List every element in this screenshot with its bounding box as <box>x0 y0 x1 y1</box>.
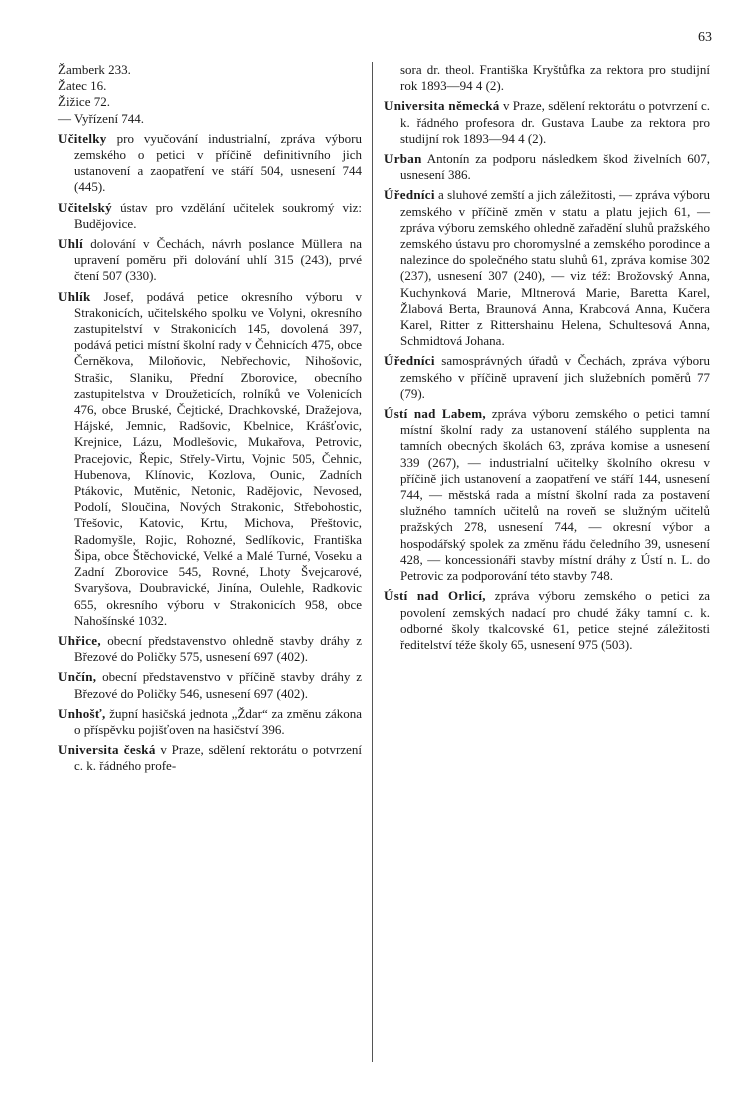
index-entry <box>58 633 362 665</box>
index-line: Žatec 16. <box>58 78 107 94</box>
entry-text: ústav pro vzdělání učitelek soukromý viz: Budějovice. <box>74 199 362 231</box>
entry-text: obecní představenstvo ohledně stavby dráhy z Březové do Poličky 575, usnesení 697 (402). <box>74 632 362 665</box>
index-entry <box>58 742 362 774</box>
index-entry <box>384 353 710 402</box>
entry-head: Unčín, <box>58 669 97 685</box>
index-entry <box>58 706 362 738</box>
entry-head: Uhlí <box>58 236 84 252</box>
entry-head: Učitelky <box>58 130 107 146</box>
index-entry <box>58 200 362 232</box>
entry-head: Urban <box>384 151 422 167</box>
index-line: — Vyřízení 744. <box>58 110 145 126</box>
entry-text: Antonín za podporu následkem škod živelních 607, usnesení 386. <box>400 151 710 183</box>
index-entry <box>384 187 710 349</box>
index-entry <box>58 131 362 196</box>
entry-text: a sluhové zemští a jich záležitosti, — zpráva výboru zemského v příčině změn v statu a platu jejich 61, — zpráva výboru zemského ohledně zařadění sluhů pražského zemského ústavu pro choromyslné a zemského porodince a nalezince do společného statu sluhů 61, zpráva komise 302 (237), usnesení 307 (240), — viz též: Brožovský Anna, Kuchynková Marie, Mltnerová Marie, Baretta Karel, Žlabová Berta, Braunová Anna, Krabcová Anna, Kučera Karel, Ritter z Rittershainu Helena, Schultesová Anna, Schmidtová Johana. <box>400 187 710 349</box>
entry-head: Úředníci <box>384 353 435 369</box>
entry-head: Uhřice, <box>58 632 101 648</box>
entry-text: zpráva výboru zemského o petici tamní místní školní rady za ustanovení stálého supplenta na tamních obecných školách 63, zpráva komise a usnesení 339 (267), — industrialní učitelky školního okresu v příčině jich ustanovení a zaopatření ve stáří 144, usnesení 744, — městská rada a místní školní rada za postavení služného tamních učitelů na roveň se služným učitelů pražských 278, usnesení 744, — okresní výbor a hospodářský spolek za změnu řádu čeledního 39, usnesení 428, — koncessionáři stavby místní dráhy z Ústí n. L. do Petrovic za podporování této stavby 748. <box>400 406 710 584</box>
index-entry <box>384 406 710 584</box>
entry-head: Universita česká <box>58 742 156 758</box>
column-divider <box>372 62 373 1062</box>
entry-text: v Praze, sdělení rektorátu o potvrzení c. k. řádného profe- <box>74 742 362 774</box>
entry-continuation: sora dr. theol. Františka Kryštůfka za rektora pro studijní rok 1893—94 4 (2). <box>400 62 710 94</box>
index-entry <box>384 98 710 147</box>
entry-head: Učitelský <box>58 199 112 215</box>
index-entry <box>384 151 710 183</box>
index-entry <box>58 236 362 285</box>
entry-head: Ústí nad Orlicí, <box>384 588 486 604</box>
entry-head: Unhošť, <box>58 705 106 721</box>
index-entry <box>58 289 362 629</box>
index-entry <box>58 669 362 701</box>
right-column <box>384 62 710 657</box>
entry-text: župní hasičská jednota „Ždar“ za změnu zákona o příspěvku pojišťoven na hasičství 396. <box>74 705 362 737</box>
left-column <box>58 62 362 779</box>
entry-text: dolování v Čechách, návrh poslance Müllera na upravení poměru při dolování uhlí 315 (243), prvé čtení 507 (330). <box>74 236 362 284</box>
entry-text: zpráva výboru zemského o petici za povolení zemských nadací pro chudé žáky tamní c. k. odborné školy tkalcovské 61, petice stejné záležitosti ředitelství téže školy 65, usnesení 975 (503). <box>400 588 710 652</box>
index-line: Žižice 72. <box>58 94 110 110</box>
entry-head: Universita německá <box>384 98 500 114</box>
entry-text: samosprávných úřadů v Čechách, zpráva výboru zemského v příčině upravení jich služebních poměrů 77 (79). <box>400 353 710 401</box>
page-number: 63 <box>698 30 712 45</box>
index-entry <box>384 588 710 653</box>
entry-text: v Praze, sdělení rektorátu o potvrzení c. k. řádného profesora dr. Gustava Laube za rektora pro studijní rok 1893—94 4 (2). <box>400 98 710 146</box>
entry-head: Ústí nad Labem, <box>384 406 486 422</box>
entry-head: Uhlík <box>58 288 91 304</box>
entry-head: Úředníci <box>384 187 435 203</box>
entry-text: pro vyučování industrialní, zpráva výboru zemského o petici v příčině definitivního jich ustanovení a zaopatření ve stáří 504, usnesení 744 (445). <box>74 130 362 195</box>
entry-text: obecní představenstvo v příčině stavby dráhy z Březové do Poličky 546, usnesení 697 (402). <box>74 669 362 701</box>
entry-text: Josef, podává petice okresního výboru v Strakonicích, učitelského spolku ve Volyni, okresního zastupitelství v Strakonicích 145, dovolená 397, podává petici místní školní rady v Čehnicích 475, obce Černěkova, Miloňovic, Nebřechovic, Nihošovic, Strašic, Slaniku, Přední Zborovice, obecního zastupitelstva v Droužeticích, rolníků ve Volenicích 476, obce Bruské, Čejtické, Drachkovské, Dražejova, Hájské, Jemnic, Radšovic, Kbelnice, Krášťovic, Krejnice, Lázu, Modlešovic, Mukařova, Petrovic, Pracejovic, Řepic, Střely-Virtu, Vojnic 505, Čehnic, Hubenova, Klínovic, Kozlova, Ounic, Zadních Ptákovic, Mutěnic, Netonic, Radějovic, Nevosed, Podolí, Sloučina, Nových Strakonic, Střebohostic, Třešovic, Katovic, Krtu, Michova, Přeštovic, Radomyšle, Rojic, Rohozné, Sedlíkovic, Františka Šipa, obce Štěchovické, Velké a Malé Turné, Voseku a Zadní Zborovice 545, Rovné, Lhoty Švejcarové, Svaryšova, Doubravické, Jinína, Oulehle, Radkovic 655, okresního výboru v Strakonicích 958, obce Nahošínské 1032. <box>74 288 362 628</box>
index-line: Žamberk 233. <box>58 62 131 77</box>
